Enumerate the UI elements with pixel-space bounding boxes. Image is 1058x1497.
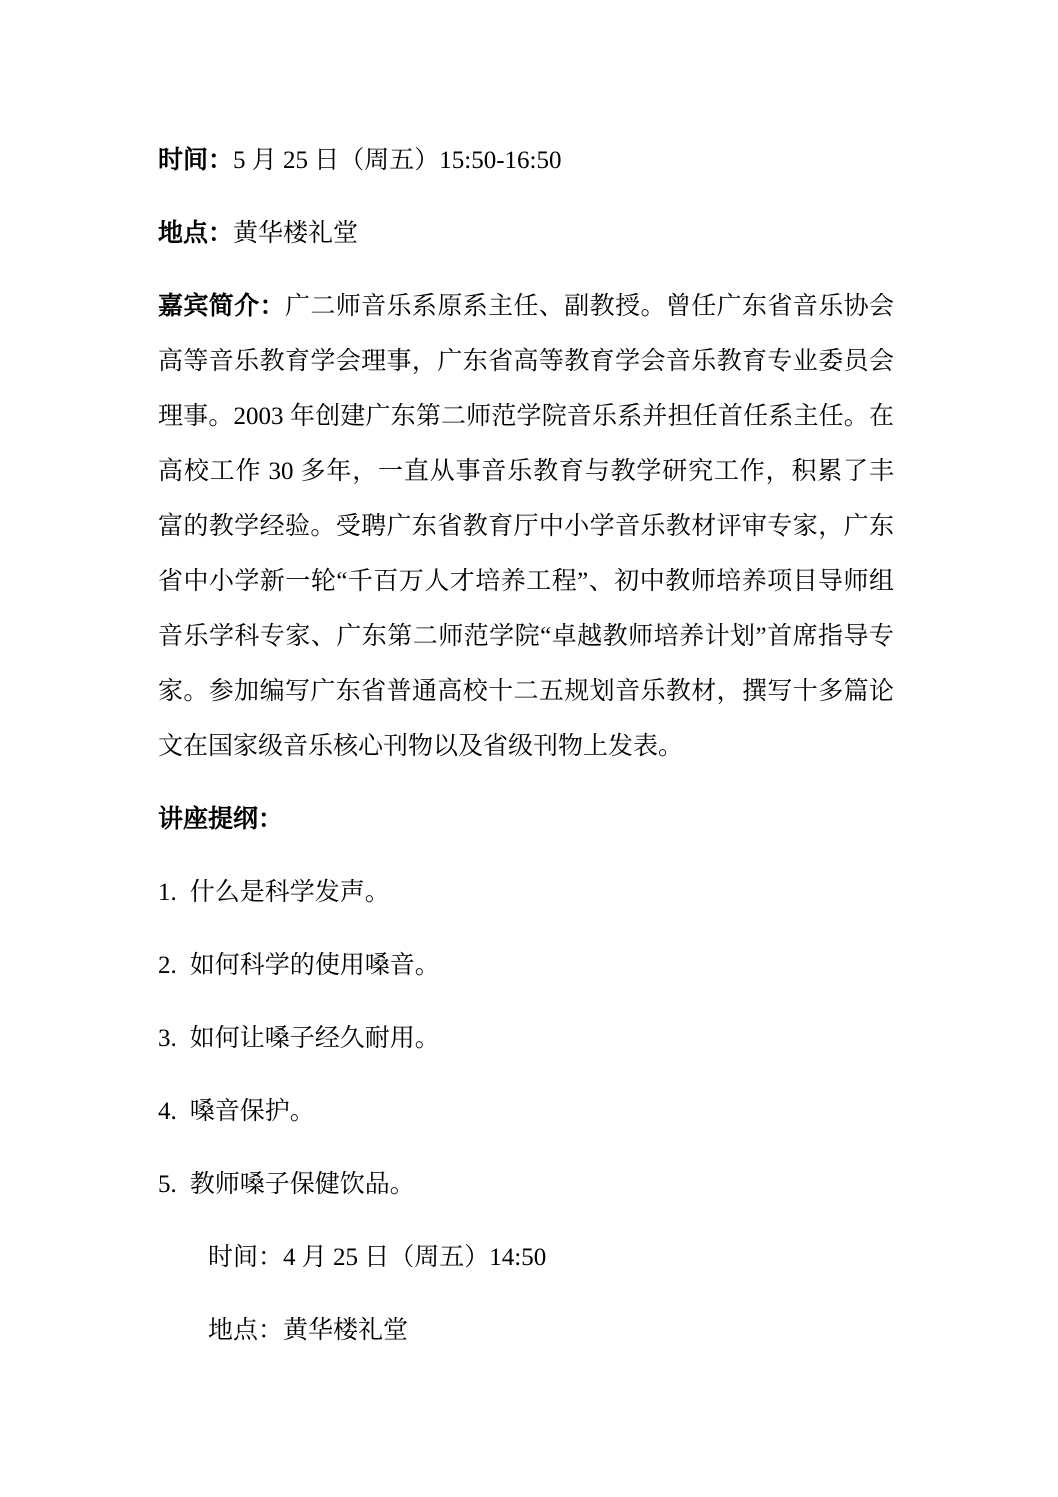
session1-time-line	[158, 133, 894, 188]
outline-item-5-text: 教师嗓子保健饮品。	[189, 1171, 415, 1198]
outline-item-2	[158, 938, 894, 993]
outline-item-2-text: 如何科学的使用嗓音。	[189, 952, 440, 979]
outline-item-4-number: 4.	[158, 1098, 177, 1125]
time-label: 时间：	[158, 147, 234, 174]
outline-item-1	[158, 865, 894, 920]
guest-bio-label: 嘉宾简介：	[158, 293, 285, 320]
time-value: 5 月 25 日（周五）15:50-16:50	[233, 147, 562, 174]
outline-item-3-text: 如何让嗓子经久耐用。	[189, 1025, 440, 1052]
session2-place-line	[158, 1303, 894, 1358]
outline-item-4	[158, 1084, 894, 1139]
session2-place-value: 黄华楼礼堂	[283, 1317, 409, 1344]
session1-place-line	[158, 206, 894, 261]
session2-place-label: 地点：	[208, 1317, 284, 1344]
session2-time-label: 时间：	[208, 1244, 284, 1271]
outline-item-5-number: 5.	[158, 1171, 177, 1198]
place-value: 黄华楼礼堂	[233, 220, 359, 247]
guest-bio-text: 广二师音乐系原系主任、副教授。曾任广东省音乐协会高等音乐教育学会理事，广东省高等教育学会音乐教育专业委员会理事。2003 年创建广东第二师范学院音乐系并担任首任系主任。在高校工作 30 多年，一直从事音乐教育与教学研究工作，积累了丰富的教学经验。受聘广东省教育厅中小学音乐教材评审专家，广东省中小学新一轮“千百万人才培养工程”、初中教师培养项目导师组音乐学科专家、广东第二师范学院“卓越教师培养计划”首席指导专家。参加编写广东省普通高校十二五规划音乐教材，撰写十多篇论文在国家级音乐核心刊物以及省级刊物上发表。	[158, 293, 894, 760]
outline-heading-label: 讲座提纲：	[158, 806, 284, 833]
outline-item-4-text: 嗓音保护。	[189, 1098, 315, 1125]
session2-time-value: 4 月 25 日（周五）14:50	[283, 1244, 547, 1271]
guest-bio-paragraph	[158, 279, 894, 774]
outline-item-3	[158, 1011, 894, 1066]
outline-item-2-number: 2.	[158, 952, 177, 979]
place-label: 地点：	[158, 220, 234, 247]
outline-item-1-text: 什么是科学发声。	[189, 879, 390, 906]
outline-item-5	[158, 1157, 894, 1212]
session2-time-line	[158, 1230, 894, 1285]
outline-item-1-number: 1.	[158, 879, 177, 906]
outline-heading	[158, 792, 894, 847]
outline-item-3-number: 3.	[158, 1025, 177, 1052]
